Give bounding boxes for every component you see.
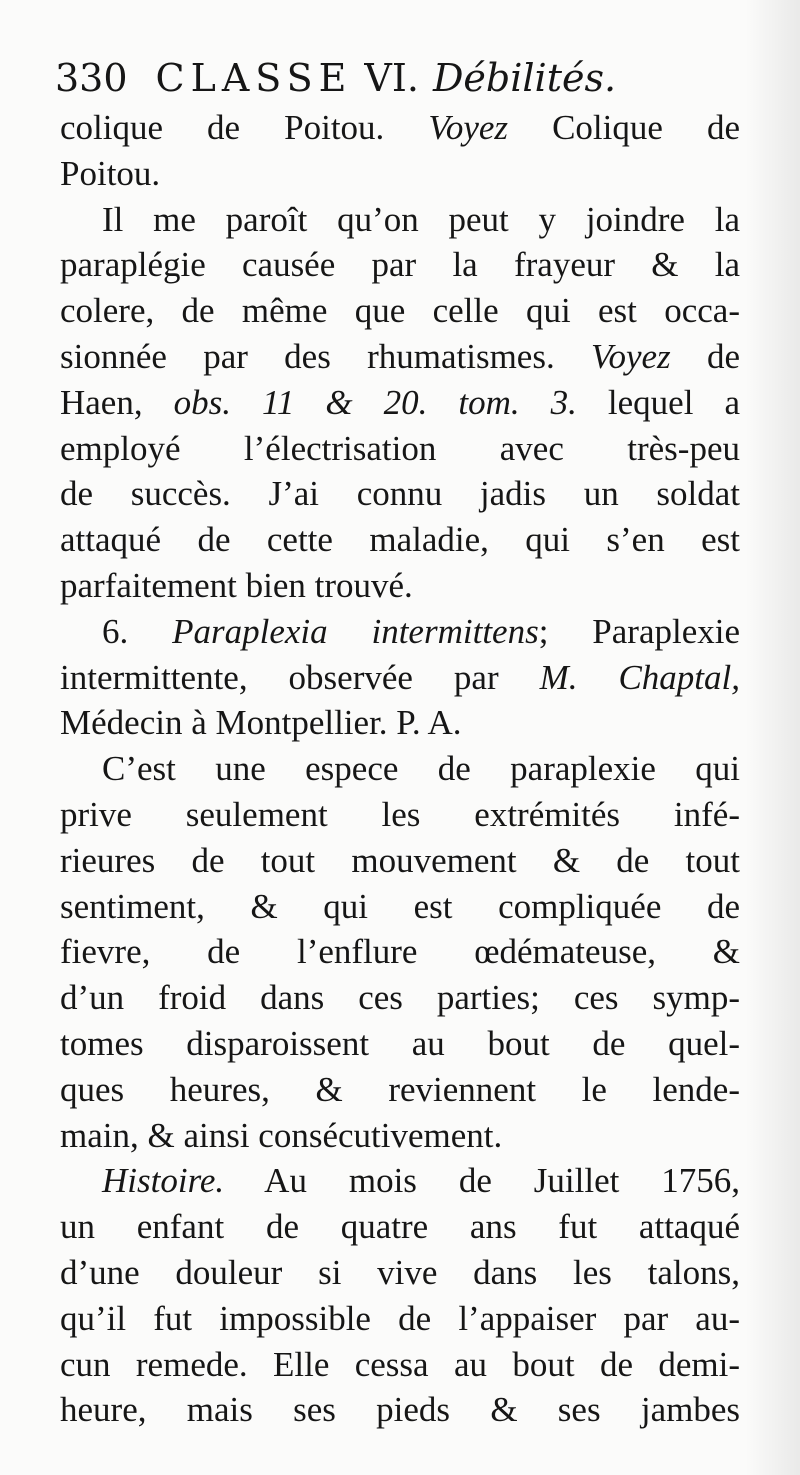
text-run: intermittente, observée par [60,657,540,697]
text-run: Poitou. [60,153,161,193]
text-run: un enfant de quatre ans fut attaqué [60,1207,740,1247]
text-line [60,700,740,746]
text-line [60,655,740,701]
class-label: CLASSE [155,56,353,100]
text-run: tomes disparoissent au bout de quel- [60,1023,740,1063]
italic-text: Paraplexia intermittens [172,611,539,651]
text-line [60,517,740,563]
text-run: heure, mais ses pieds & ses jambes [60,1390,740,1430]
text-run: d’un froid dans ces parties; ces symp- [60,978,740,1018]
text-run: ques heures, & reviennent le lende- [60,1069,740,1109]
italic-text: M. Chaptal, [539,657,740,697]
italic-text: obs. 11 & 20. tom. 3. [173,382,577,422]
page-edge-shadow [745,0,800,1475]
text-line [60,746,740,792]
text-run: colere, de même que celle qui est occa- [60,291,740,331]
text-run: cun remede. Elle cessa au bout de demi- [60,1344,740,1384]
text-line [60,288,740,334]
class-number: VI. [364,56,419,100]
text-line [60,1342,740,1388]
text-run: d’une douleur si vive dans les talons, [60,1252,740,1292]
section-title: Débilités. [432,56,617,100]
text-line [60,242,740,288]
text-line [60,929,740,975]
text-line [60,426,740,472]
text-run: parfaitement bien trouvé. [60,565,413,605]
text-run: rieures de tout mouvement & de tout [60,840,740,880]
text-line [60,1113,740,1159]
text-line [60,1067,740,1113]
text-line [60,884,740,930]
page-number: 330 [55,56,128,100]
text-run: Colique de [508,108,740,147]
text-run: Il me paroît qu’on peut y joindre la [102,199,740,239]
text-line [60,1021,740,1067]
running-header [55,52,745,104]
text-line [60,563,740,609]
text-run: Médecin à Montpellier. P. A. [60,703,462,743]
text-line [60,197,740,243]
text-run: Au mois de Juillet 1756, [224,1161,740,1201]
text-run: paraplégie causée par la frayeur & la [60,245,740,285]
text-line [60,975,740,1021]
italic-text: Histoire. [102,1161,225,1201]
italic-text: Voyez [590,336,671,376]
text-run: C’est une espece de paraplexie qui [102,749,740,789]
text-run: fievre, de l’enflure œdémateuse, & [60,932,740,972]
text-line [60,105,740,151]
text-line [60,151,740,197]
text-line [60,334,740,380]
text-line [60,1296,740,1342]
text-run: prive seulement les extrémités infé- [60,794,740,834]
text-line [60,1204,740,1250]
text-run: employé l’électrisation avec très-peu [60,428,740,468]
body-text [60,105,740,1433]
text-run: Haen, [60,382,174,422]
text-run: sentiment, & qui est compliquée de [60,886,740,926]
text-run: de [670,336,740,376]
text-run: sionnée par des rhumatismes. [60,336,591,376]
text-run: lequel a [576,382,740,422]
text-line [60,1158,740,1204]
text-line [60,838,740,884]
text-run: main, & ainsi consécutivement. [60,1115,503,1155]
text-run: de succès. J’ai connu jadis un soldat [60,474,740,514]
text-run: 6. [102,611,173,651]
text-line [60,380,740,426]
italic-text: Voyez [428,108,509,147]
text-run: qu’il fut impossible de l’appaiser par au- [60,1298,740,1338]
text-run: ; Paraplexie [538,611,740,651]
text-line [60,471,740,517]
text-run: colique de Poitou. [60,108,429,147]
text-line [60,1387,740,1433]
text-line [60,1250,740,1296]
text-line [60,609,740,655]
text-line [60,792,740,838]
text-run: attaqué de cette maladie, qui s’en est [60,520,740,560]
